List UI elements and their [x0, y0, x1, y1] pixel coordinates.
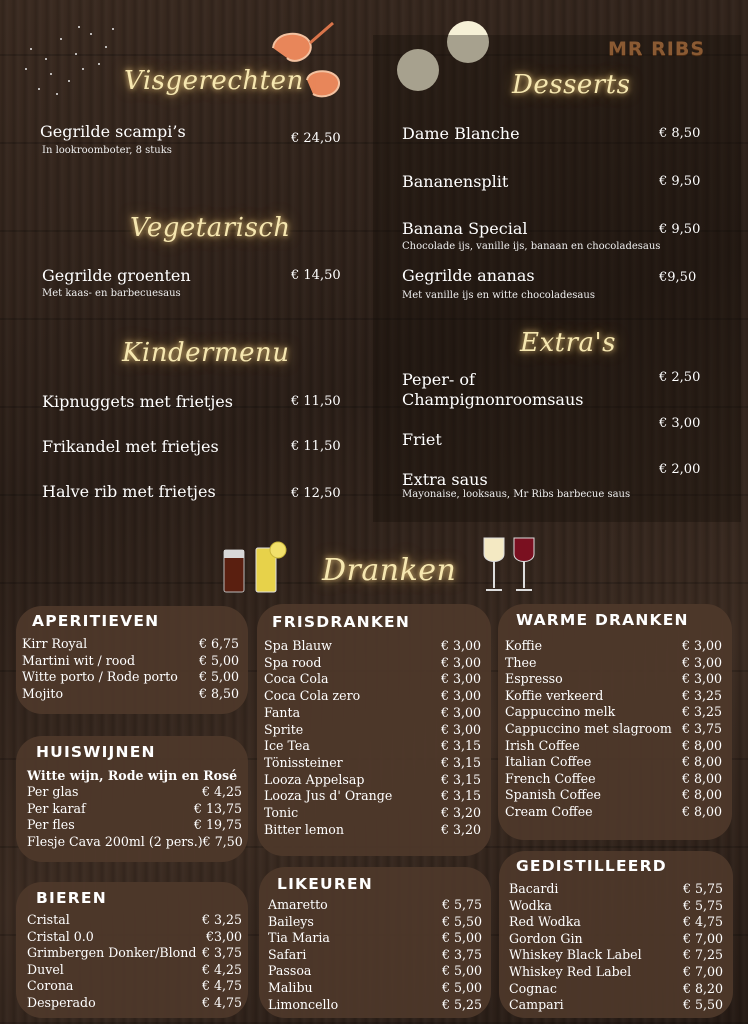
drink-name: Baileys [268, 913, 314, 929]
drink-price: € 5,75 [441, 897, 482, 912]
drink-row [264, 722, 481, 737]
drink-name: Per karaf [27, 800, 86, 816]
item-description: Met kaas- en barbecuesaus [42, 288, 181, 299]
drink-row [27, 912, 242, 927]
drink-price: € 3,00 [440, 638, 481, 653]
drink-price: € 5,25 [441, 996, 482, 1012]
item-price: € 3,00 [659, 416, 701, 431]
drink-price: € 5,50 [441, 913, 482, 929]
item-price: € 12,50 [291, 486, 341, 501]
drink-price: € 3,15 [440, 738, 481, 754]
drink-price: € 3,15 [440, 771, 481, 787]
drink-name: Red Wodka [509, 914, 581, 930]
drink-row [509, 931, 723, 946]
drink-price: € 4,75 [682, 914, 723, 930]
drink-row [27, 929, 242, 944]
drink-row [264, 822, 481, 837]
drink-row [509, 997, 723, 1012]
drink-name: Cream Coffee [505, 804, 593, 819]
drink-row [505, 787, 722, 802]
item-price: € 2,50 [659, 370, 701, 385]
drink-price: € 8,00 [681, 737, 722, 753]
drink-row [264, 772, 481, 787]
drink-name: Coca Cola zero [264, 688, 361, 704]
item-description: Mayonaise, looksaus, Mr Ribs barbecue saus [402, 489, 631, 500]
drink-row [268, 980, 482, 995]
drink-row [264, 805, 481, 820]
drink-price: € 7,50 [202, 833, 243, 849]
drink-name: Looza Appelsap [264, 771, 365, 787]
drink-row [264, 671, 481, 686]
drink-row [509, 881, 723, 896]
drink-name: Wodka [509, 897, 552, 913]
item-name: Gegrilde groenten [42, 266, 191, 285]
drink-row [27, 784, 242, 799]
drink-name: Fanta [264, 704, 301, 720]
drink-row [509, 964, 723, 979]
item-price: € 9,50 [659, 222, 701, 237]
drink-name: Cognac [509, 980, 557, 996]
drink-price: € 8,20 [682, 980, 723, 996]
drink-row [264, 705, 481, 720]
drink-name: Tia Maria [268, 930, 330, 946]
drink-row [509, 981, 723, 996]
drink-row [27, 945, 242, 960]
drink-name: Gordon Gin [509, 930, 583, 946]
drink-name: Kirr Royal [22, 636, 88, 651]
drink-name: Per fles [27, 817, 75, 832]
drink-price: € 3,00 [681, 671, 722, 687]
drink-name: Amaretto [268, 897, 328, 912]
drink-price: € 3,00 [440, 721, 481, 737]
drink-price: € 3,20 [440, 821, 481, 837]
drink-price: € 8,00 [681, 770, 722, 786]
box-title: LIKEUREN [277, 875, 373, 893]
drink-price: € 3,75 [441, 946, 482, 962]
box-title: APERITIEVEN [32, 612, 160, 630]
drink-row [509, 914, 723, 929]
drink-name: Per glas [27, 784, 79, 799]
drink-price: € 3,25 [681, 704, 722, 720]
drink-price: € 7,00 [682, 964, 723, 979]
item-price: € 2,00 [659, 462, 701, 477]
drink-price: € 3,00 [440, 688, 481, 704]
drink-price: € 8,50 [198, 685, 239, 701]
drink-price: € 4,75 [201, 978, 242, 993]
drink-price: € 3,00 [681, 638, 722, 653]
wine-glasses-icon [480, 534, 540, 596]
drink-name: Martini wit / rood [22, 652, 136, 668]
drink-name: Passoa [268, 963, 312, 979]
drink-row [264, 655, 481, 670]
box-title: BIEREN [36, 889, 107, 907]
section-title-dranken: Dranken [322, 553, 457, 588]
drink-name: Italian Coffee [505, 754, 592, 770]
drink-price: € 3,75 [681, 721, 722, 736]
drink-price: € 4,25 [201, 961, 242, 977]
drink-name: Limoncello [268, 996, 339, 1012]
drink-name: Desperado [27, 994, 96, 1010]
drink-row [509, 898, 723, 913]
drink-row [505, 655, 722, 670]
drink-price: € 5,50 [682, 997, 723, 1013]
drink-name: Tonic [264, 805, 299, 820]
drink-name: Irish Coffee [505, 737, 580, 753]
item-name: Gegrilde ananas [402, 266, 535, 285]
drink-price: € 8,00 [681, 754, 722, 770]
drink-price: € 13,75 [193, 800, 242, 816]
item-name: Extra saus [402, 470, 488, 489]
item-price: € 8,50 [659, 126, 701, 141]
drink-row [505, 704, 722, 719]
drink-row [509, 947, 723, 962]
drink-row [505, 771, 722, 786]
drink-name: Mojito [22, 685, 64, 701]
section-title-visgerechten: Visgerechten [124, 66, 304, 96]
drink-row [27, 801, 242, 816]
drink-row [268, 930, 482, 945]
brand-logo: MR RIBS [608, 38, 706, 60]
drink-row [27, 817, 242, 832]
item-name: Bananensplit [402, 172, 509, 191]
drink-price: € 3,00 [681, 654, 722, 670]
drink-name: Cappuccino melk [505, 704, 616, 720]
drink-price: € 3,20 [440, 805, 481, 820]
box-title: GEDISTILLEERD [516, 857, 667, 875]
box-title: HUISWIJNEN [36, 743, 156, 761]
drink-price: € 19,75 [193, 817, 242, 832]
drink-row [27, 962, 242, 977]
drink-row [264, 688, 481, 703]
drink-row [505, 804, 722, 819]
drink-row [264, 638, 481, 653]
drink-name: Koffie verkeerd [505, 687, 604, 703]
cocktail-glasses-icon [220, 540, 290, 596]
drink-price: € 3,25 [681, 687, 722, 703]
drink-name: Spanish Coffee [505, 787, 601, 803]
drink-price: € 3,15 [440, 788, 481, 804]
salt-sprinkle-icon [20, 18, 120, 108]
item-name-line2: Champignonroomsaus [402, 390, 584, 409]
item-name: Gegrilde scampi’s [40, 122, 186, 141]
drink-price: € 3,00 [440, 671, 481, 687]
drink-row [27, 834, 242, 849]
drink-name: Tönissteiner [264, 754, 343, 770]
drink-name: Coca Cola [264, 671, 329, 687]
drink-name: Witte porto / Rode porto [22, 669, 178, 684]
drink-name: Whiskey Black Label [509, 947, 642, 963]
item-price: € 14,50 [291, 268, 341, 283]
drink-name: Flesje Cava 200ml (2 pers.) [27, 833, 203, 849]
item-name: Banana Special [402, 219, 528, 238]
drink-name: Cristal [27, 912, 70, 927]
drink-row [264, 755, 481, 770]
item-description: Met vanille ijs en witte chocoladesaus [402, 290, 595, 301]
drink-name: Espresso [505, 671, 563, 687]
drink-name: Grimbergen Donker/Blond [27, 945, 197, 960]
drink-price: € 7,25 [682, 947, 723, 963]
drink-price: € 5,00 [198, 652, 239, 668]
item-price: € 9,50 [659, 174, 701, 189]
drink-row [268, 997, 482, 1012]
drink-price: € 3,00 [440, 654, 481, 670]
drink-price: € 5,00 [441, 963, 482, 979]
item-name: Halve rib met frietjes [42, 482, 216, 501]
box-title: WARME DRANKEN [516, 611, 689, 629]
drink-name: Spa rood [264, 654, 322, 670]
box-subtitle [27, 768, 242, 783]
item-price: €9,50 [659, 270, 697, 285]
drink-row [268, 947, 482, 962]
drink-price: € 5,75 [682, 897, 723, 913]
drink-price: € 3,15 [440, 754, 481, 770]
item-description: In lookroomboter, 8 stuks [42, 145, 172, 156]
drink-price: € 3,00 [440, 704, 481, 720]
drink-row [264, 738, 481, 753]
section-title-extras: Extra's [520, 328, 617, 358]
drink-price: €3,00 [205, 928, 242, 944]
item-name: Dame Blanche [402, 124, 520, 143]
drink-row [22, 636, 239, 651]
drink-name: Bitter lemon [264, 821, 344, 837]
drink-name: Cappuccino met slagroom [505, 721, 672, 736]
drink-row [505, 721, 722, 736]
drink-price: € 4,75 [201, 994, 242, 1010]
drink-name: Sprite [264, 721, 304, 737]
drink-row [27, 995, 242, 1010]
drink-row [268, 963, 482, 978]
drink-name: Ice Tea [264, 738, 310, 754]
drink-name: Campari [509, 997, 564, 1013]
drink-row [27, 978, 242, 993]
drink-name: Duvel [27, 961, 64, 977]
item-price: € 11,50 [291, 439, 341, 454]
item-name: Frikandel met frietjes [42, 437, 219, 456]
item-price: € 11,50 [291, 394, 341, 409]
drink-price: € 8,00 [681, 787, 722, 803]
item-description: Chocolade ijs, vanille ijs, banaan en chocoladesaus [402, 241, 661, 252]
box-title: FRISDRANKEN [272, 613, 410, 631]
drink-name: Bacardi [509, 881, 559, 896]
drink-row [22, 669, 239, 684]
box-subtitle-text: Witte wijn, Rode wijn en Rosé [27, 768, 238, 783]
drink-row [264, 788, 481, 803]
drink-name: Thee [505, 654, 537, 670]
drink-price: € 4,25 [201, 784, 242, 799]
drink-row [505, 754, 722, 769]
drink-price: € 7,00 [682, 930, 723, 946]
drink-name: Koffie [505, 638, 543, 653]
drink-name: Safari [268, 946, 307, 962]
drink-price: € 5,00 [198, 669, 239, 684]
drink-price: € 6,75 [198, 636, 239, 651]
item-name: Friet [402, 430, 442, 449]
drink-price: € 3,25 [201, 912, 242, 927]
item-price: € 24,50 [291, 131, 341, 146]
drink-price: € 8,00 [681, 804, 722, 819]
drink-name: Cristal 0.0 [27, 928, 94, 944]
drink-row [505, 738, 722, 753]
drink-row [268, 914, 482, 929]
item-name: Peper- of [402, 370, 475, 389]
drink-row [505, 638, 722, 653]
section-title-vegetarisch: Vegetarisch [130, 213, 291, 243]
drink-price: € 5,75 [682, 881, 723, 896]
drink-row [22, 686, 239, 701]
section-title-kindermenu: Kindermenu [122, 338, 290, 368]
drink-name: Spa Blauw [264, 638, 332, 653]
item-name: Kipnuggets met frietjes [42, 392, 233, 411]
drink-row [505, 671, 722, 686]
drink-name: French Coffee [505, 770, 596, 786]
drink-row [505, 688, 722, 703]
drink-name: Malibu [268, 980, 313, 995]
drink-name: Corona [27, 978, 74, 993]
drink-row [268, 897, 482, 912]
drink-price: € 3,75 [201, 945, 242, 960]
drink-price: € 5,00 [441, 980, 482, 995]
drink-name: Looza Jus d' Orange [264, 788, 393, 804]
drink-price: € 5,00 [441, 930, 482, 946]
section-title-desserts: Desserts [512, 70, 631, 100]
drink-row [22, 653, 239, 668]
drink-name: Whiskey Red Label [509, 964, 632, 979]
